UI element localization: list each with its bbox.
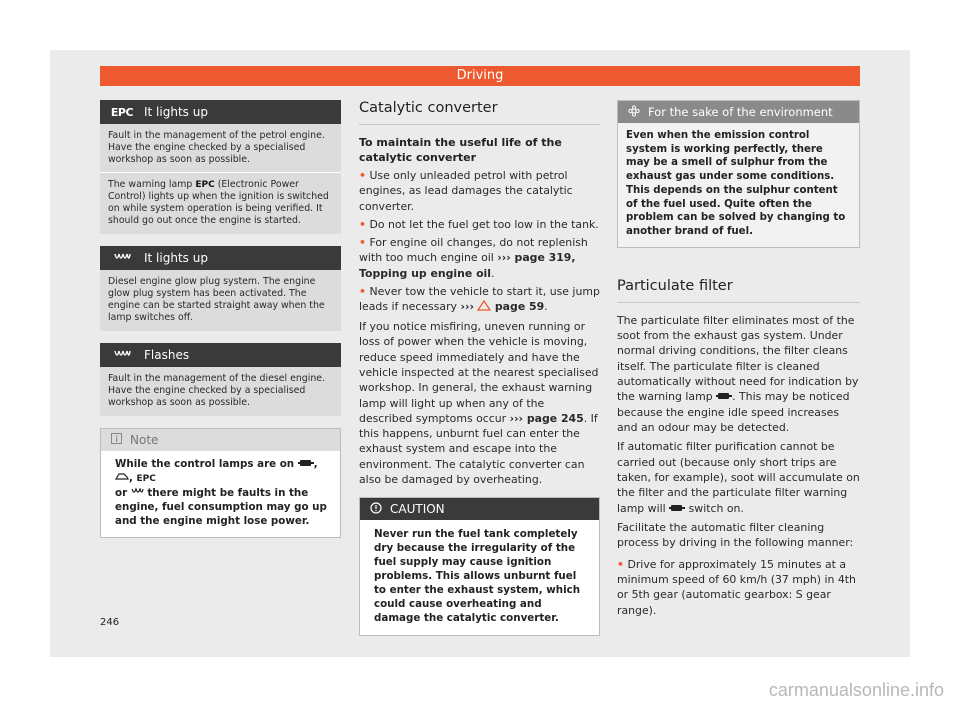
page-number: 246 bbox=[100, 617, 120, 628]
warning-title: It lights up bbox=[144, 251, 208, 265]
epc-icon: EPC bbox=[110, 105, 134, 119]
particulate-filter-icon bbox=[669, 501, 685, 516]
warning-triangle-icon bbox=[477, 300, 491, 315]
environment-label: For the sake of the environment bbox=[648, 105, 833, 119]
section-title: Particulate filter bbox=[617, 277, 733, 294]
page-link[interactable]: page 59 bbox=[494, 300, 545, 314]
middle-column bbox=[359, 100, 600, 636]
glow-plug-icon bbox=[100, 252, 144, 264]
caution-icon bbox=[370, 502, 382, 517]
particulate-filter-icon bbox=[716, 389, 732, 404]
body-paragraph: If automatic filter purification cannot be carried out (because only short trips are taken, for example), soot will accumulate on the filter and the particulate filter warning lamp will switch on. bbox=[617, 440, 860, 515]
warning-box-glow-lights bbox=[100, 246, 341, 331]
body-paragraph: If you notice misfiring, uneven running or loss of power when the vehicle is moving, reduce speed immediately and have the vehicle inspected at the nearest specialised workshop. In general, the exhaust warning lamp will light up when any of the described symptoms occur ››› page 245. If this happens, unburnt fuel can enter the exhaust system and escape into the environment. The catalytic converter can also be damaged by overheating. bbox=[359, 320, 599, 486]
note-label: Note bbox=[130, 433, 159, 447]
warning-title: It lights up bbox=[144, 105, 208, 119]
section-title: Catalytic converter bbox=[359, 100, 498, 116]
page-link[interactable]: ››› page 319, Topping up engine oil bbox=[359, 251, 576, 280]
glow-plug-icon bbox=[100, 349, 144, 361]
warning-text: Fault in the management of the diesel engine. Have the engine checked by a specialised workshop as soon as possible. bbox=[108, 373, 326, 408]
warning-box-epc: EPC It lights up Fault in the management of the petrol engine. Have the engine checked by a specialised workshop as soon as possible. The warning lamp EPC (Electronic Power Control) lights up when the ignition is switched on while system operation is being verified. It should go out once the engine is started. bbox=[100, 100, 341, 234]
list-item: • Drive for approximately 15 minutes at a minimum speed of 60 km/h (37 mph) in 4th or 5th gear (automatic gearbox: S gear range). bbox=[617, 557, 856, 617]
right-column bbox=[617, 100, 860, 618]
info-icon bbox=[111, 433, 122, 447]
environment-text: Even when the emission control system is working perfectly, there may be a smell of sulphur from the exhaust gas under some conditions. This depends on the sulphur content of the fuel used. Quite often the problem can be solved by changing to another brand of fuel. bbox=[618, 123, 859, 247]
caution-label: CAUTION bbox=[390, 502, 445, 517]
body-paragraph: Facilitate the automatic filter cleaning process by driving in the following manner: bbox=[617, 521, 854, 550]
page-link[interactable]: ››› page 245 bbox=[509, 411, 584, 425]
environment-icon bbox=[628, 105, 640, 120]
warning-title: Flashes bbox=[144, 348, 190, 362]
watermark: carmanualsonline.info bbox=[768, 680, 944, 700]
warning-box-glow-flashes bbox=[100, 343, 341, 416]
list-item: • Do not let the fuel get too low in the tank. bbox=[359, 217, 599, 231]
note-box: Note While the control lamps are on , , EPC or there might be faults in the engine, fuel consumption may go up and the engine might lose power. bbox=[100, 428, 341, 538]
epc-inline-icon: EPC bbox=[195, 180, 215, 190]
list-item: • Use only unleaded petrol with petrol engines, as lead damages the catalytic converter. bbox=[359, 169, 573, 213]
left-column bbox=[100, 100, 341, 538]
warning-text: Fault in the management of the petrol engine. Have the engine checked by a specialised workshop as soon as possible. bbox=[108, 130, 325, 165]
list-item: • For engine oil changes, do not replenish with too much engine oil ››› page 319, Topping up engine oil. bbox=[359, 236, 588, 280]
environment-box bbox=[617, 100, 860, 248]
chapter-header: Driving bbox=[100, 66, 860, 86]
subtitle: To maintain the useful life of the catalytic converter bbox=[359, 136, 562, 164]
caution-text: Never run the fuel tank completely dry because the irregularity of the fuel supply may cause ignition problems. This allows unburnt fuel to enter the exhaust system, which could cause overheating and damage the catalytic converter. bbox=[360, 520, 599, 635]
exhaust-icon bbox=[115, 471, 129, 485]
list-item: • Never tow the vehicle to start it, use jump leads if necessary ››› page 59. bbox=[359, 285, 600, 314]
warning-text: Diesel engine glow plug system. The engine glow plug system has been activated. The engine can be started straight away when the lamp switches off. bbox=[108, 276, 325, 323]
epc-inline-icon: EPC bbox=[136, 474, 156, 484]
particulate-filter-icon bbox=[298, 457, 314, 471]
caution-box bbox=[359, 497, 600, 636]
body-paragraph: The particulate filter eliminates most of the soot from the exhaust gas system. Under normal driving conditions, the filter cleans itself. The particulate filter is cleaned automatically without need for indication by the warning lamp . This may be noticed because the engine idle speed increases and an odour may be detected. bbox=[617, 313, 859, 435]
glow-plug-icon bbox=[131, 486, 144, 500]
